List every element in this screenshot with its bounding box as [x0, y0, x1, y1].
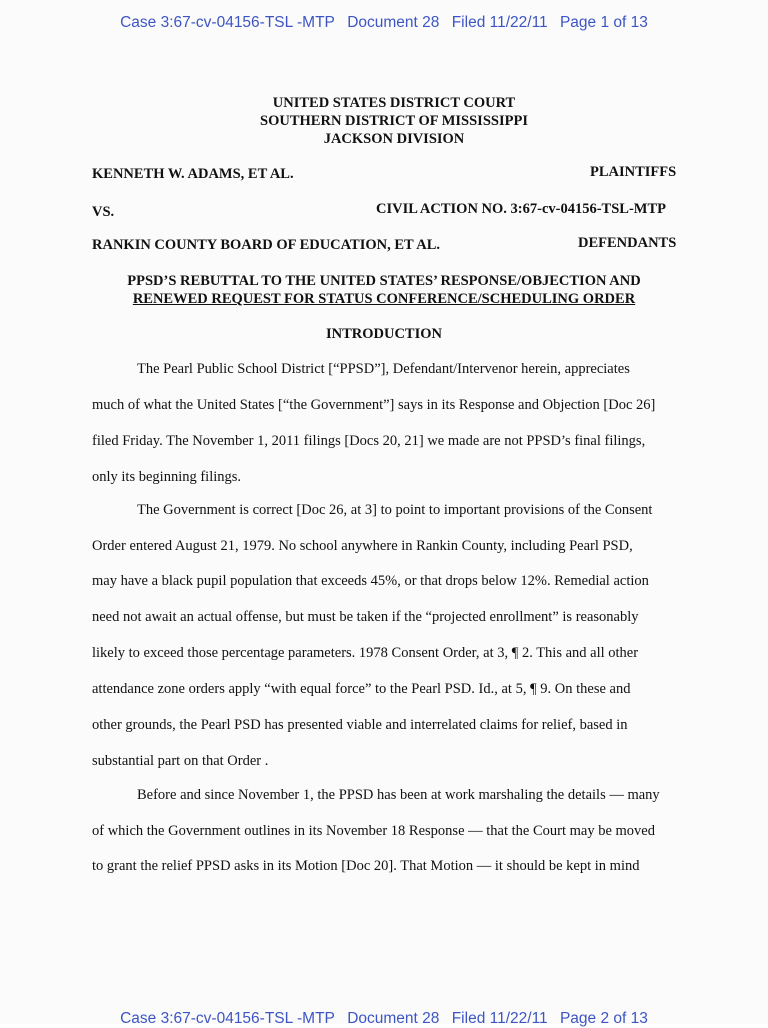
paragraph-line: The Pearl Public School District [“PPSD”], Defendant/Intervenor herein, appreciates — [137, 361, 630, 377]
paragraph-line: only its beginning filings. — [92, 469, 242, 485]
case-number: Case 3:67-cv-04156-TSL -MTP — [120, 1010, 335, 1027]
section-heading: INTRODUCTION — [325, 326, 442, 342]
paragraph-line: other grounds, the Pearl PSD has presented viable and interrelated claims for relief, based in — [92, 717, 628, 733]
paragraph-line: substantial part on that Order . — [92, 753, 269, 769]
court-name: UNITED STATES DISTRICT COURT — [272, 95, 516, 111]
page-indicator: Page 1 of 13 — [559, 14, 648, 31]
paragraph-line: to grant the relief PPSD asks in its Motion [Doc 20]. That Motion — it should be kept in mind — [92, 858, 640, 874]
motion-title — [0, 272, 768, 308]
paragraph-line: of which the Government outlines in its November 18 Response — that the Court may be moved — [92, 823, 655, 839]
document-number: Document 28 — [347, 1010, 440, 1027]
defendant-label: DEFENDANTS — [578, 235, 677, 251]
motion-title-line-1: PPSD’S REBUTTAL TO THE UNITED STATES’ RESPONSE/OBJECTION AND — [127, 273, 641, 289]
defendant-name: RANKIN COUNTY BOARD OF EDUCATION, ET AL. — [92, 237, 441, 253]
motion-title-line-2: RENEWED REQUEST FOR STATUS CONFERENCE/SCHEDULING ORDER — [132, 291, 636, 307]
paragraph-line: filed Friday. The November 1, 2011 filings [Docs 20, 21] we made are not PPSD’s final filings, — [92, 433, 646, 449]
filing-header-stamp — [0, 14, 768, 32]
document-number: Document 28 — [347, 14, 440, 31]
paragraph-line: need not await an actual offense, but must be taken if the “projected enrollment” is reasonably — [92, 609, 639, 625]
paragraph-line: likely to exceed those percentage parameters. 1978 Consent Order, at 3, ¶ 2. This and all other — [92, 645, 639, 661]
court-division: JACKSON DIVISION — [323, 131, 465, 147]
filed-date: Filed 11/22/11 — [451, 14, 548, 31]
page-indicator: Page 2 of 13 — [559, 1010, 648, 1027]
court-district: SOUTHERN DISTRICT OF MISSISSIPPI — [260, 113, 528, 129]
case-number: Case 3:67-cv-04156-TSL -MTP — [120, 14, 335, 31]
plaintiff-label: PLAINTIFFS — [590, 164, 677, 180]
plaintiff-name: KENNETH W. ADAMS, ET AL. — [92, 166, 294, 182]
paragraph-line: The Government is correct [Doc 26, at 3] to point to important provisions of the Consent — [137, 502, 653, 518]
filed-date: Filed 11/22/11 — [451, 1010, 548, 1027]
paragraph-line: may have a black pupil population that exceeds 45%, or that drops below 12%. Remedial action — [92, 573, 649, 589]
paragraph-line: much of what the United States [“the Government”] says in its Response and Objection [Doc 26] — [92, 397, 656, 413]
paragraph-line: Before and since November 1, the PPSD has been at work marshaling the details — many — [137, 787, 660, 803]
next-page-header-stamp — [0, 1010, 768, 1028]
court-heading — [0, 94, 768, 148]
paragraph-line: Order entered August 21, 1979. No school anywhere in Rankin County, including Pearl PSD, — [92, 538, 633, 554]
civil-action-number: CIVIL ACTION NO. 3:67-cv-04156-TSL-MTP — [376, 201, 667, 217]
versus-label: VS. — [92, 204, 115, 220]
paragraph-line: attendance zone orders apply “with equal force” to the Pearl PSD. Id., at 5, ¶ 9. On these and — [92, 681, 631, 697]
